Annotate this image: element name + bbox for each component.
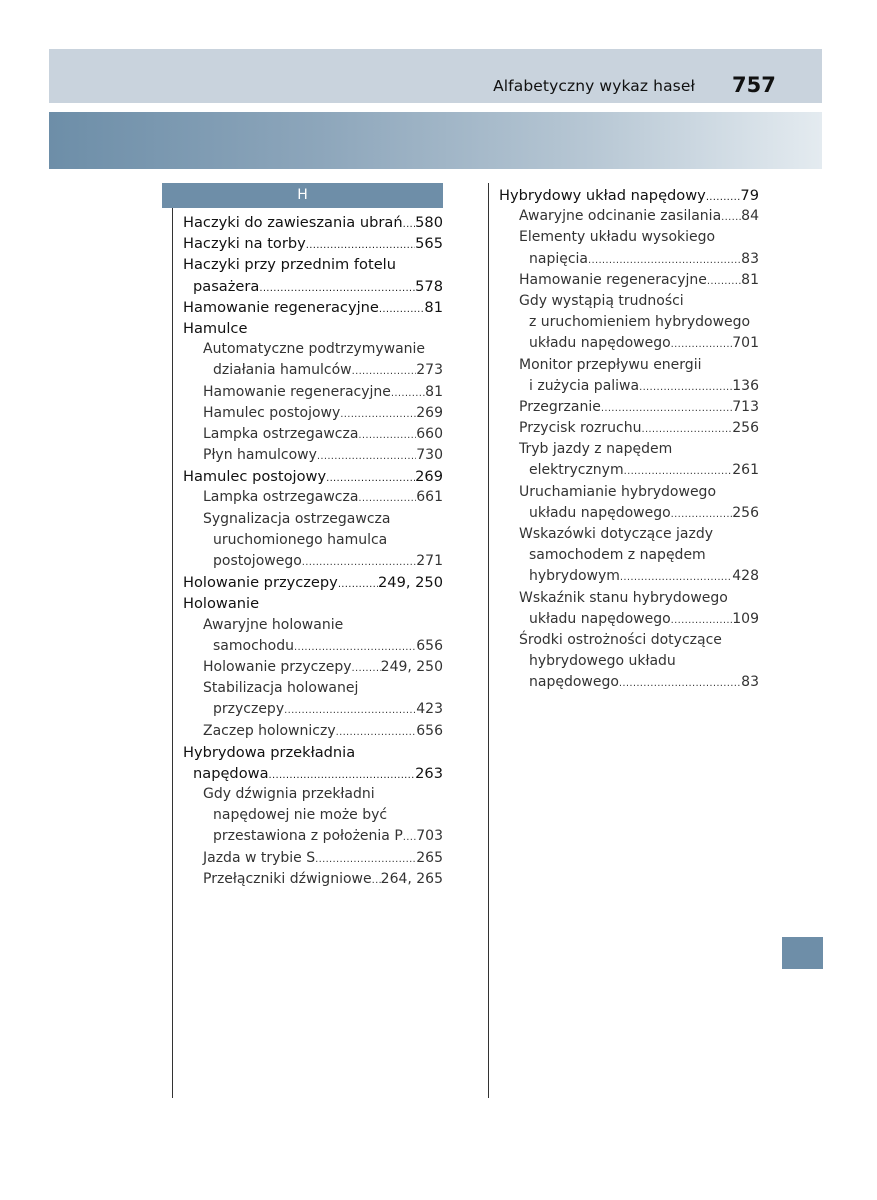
section-letter-bar: H (162, 183, 443, 208)
entry-text: układu napędowego (529, 610, 671, 627)
index-subentry (183, 530, 443, 551)
page-ref: 256 (732, 420, 759, 437)
page-ref: 713 (732, 398, 759, 415)
index-subentry (499, 566, 759, 587)
entry-text: działania hamulców (213, 362, 352, 379)
index-subentry (183, 424, 443, 445)
page-ref: 269 (416, 404, 443, 421)
index-subentry (183, 784, 443, 805)
entry-text: Holowanie przyczepy (183, 574, 338, 592)
entry-text: Haczyki do zawieszania ubrań (183, 214, 403, 231)
entry-text: Hamowanie regeneracyjne (519, 271, 707, 288)
index-subentry (499, 333, 759, 354)
page-ref: 271 (416, 553, 443, 569)
index-subentry (183, 382, 443, 403)
entry-text: z uruchomieniem hybrydowego (529, 314, 751, 331)
entry-text: Holowanie (183, 595, 260, 613)
index-column-left (183, 212, 443, 890)
index-column-right (499, 185, 759, 694)
index-entry (183, 763, 443, 784)
entry-text: Hamulec postojowy (203, 404, 341, 421)
index-subentry (183, 551, 443, 572)
entry-text: Sygnalizacja ostrzegawcza (203, 510, 391, 527)
entry-text: Gdy wystąpią trudności (519, 292, 684, 309)
leader-dots (391, 383, 425, 404)
index-subentry (499, 588, 759, 609)
entry-text: pasażera (193, 277, 260, 295)
entry-text: Hamulec postojowy (183, 468, 327, 486)
index-subentry (183, 721, 443, 742)
index-subentry (499, 376, 759, 397)
leader-dots (588, 250, 741, 271)
index-entry (499, 185, 759, 206)
page-ref: 423 (416, 701, 443, 718)
entry-text: Hamowanie regeneracyjne (183, 298, 379, 316)
page-ref: 136 (732, 377, 759, 394)
leader-dots (641, 419, 732, 440)
page-ref: 660 (416, 425, 443, 442)
index-subentry (183, 487, 443, 508)
entry-text: Płyn hamulcowy (203, 447, 317, 464)
index-subentry (183, 678, 443, 699)
page-ref: 264, 265 (380, 870, 443, 887)
entry-text: Awaryjne holowanie (203, 616, 344, 633)
leader-dots (259, 278, 415, 299)
leader-dots (352, 658, 381, 679)
page-ref: 81 (424, 298, 443, 316)
entry-text: samochodu (213, 637, 294, 654)
leader-dots (294, 637, 416, 658)
entry-text: Wskazówki dotyczące jazdy (519, 526, 713, 542)
entry-text: Przycisk rozruchu (519, 420, 642, 437)
entry-text: Haczyki przy przednim fotelu (183, 256, 396, 274)
index-subentry (499, 291, 759, 312)
page-ref: 730 (416, 447, 443, 464)
entry-text: przestawiona z położenia P (213, 828, 403, 845)
index-subentry (183, 445, 443, 466)
page-ref: 83 (741, 674, 759, 691)
page-ref: 269 (415, 468, 443, 486)
leader-dots (306, 235, 415, 256)
index-subentry (183, 805, 443, 826)
entry-text: Przełączniki dźwigniowe (203, 870, 372, 887)
index-subentry (499, 439, 759, 460)
leader-dots (336, 722, 417, 743)
header-title: Alfabetyczny wykaz haseł (493, 77, 695, 95)
entry-text: napięcia (529, 250, 589, 267)
page-ref: 249, 250 (380, 658, 443, 675)
leader-dots (302, 552, 416, 573)
leader-dots (639, 377, 732, 398)
index-entry (183, 466, 443, 487)
page-ref: 83 (741, 250, 759, 267)
leader-dots (707, 271, 741, 292)
entry-text: układu napędowego (529, 335, 671, 352)
index-subentry (499, 355, 759, 376)
index-subentry (499, 545, 759, 566)
index-subentry (499, 524, 759, 545)
entry-text: Gdy dźwignia przekładni (203, 786, 375, 803)
page-number: 757 (732, 73, 776, 97)
index-subentry (183, 360, 443, 381)
index-subentry (499, 418, 759, 439)
index-subentry (183, 826, 443, 847)
index-entry (183, 318, 443, 339)
entry-text: Elementy układu wysokiego (519, 229, 716, 246)
index-entry (183, 276, 443, 297)
leader-dots (403, 827, 417, 848)
index-entry (183, 593, 443, 614)
page-ref: 263 (415, 764, 443, 782)
entry-text: Uruchamianie hybrydowego (519, 483, 717, 500)
entry-text: przyczepy (213, 701, 285, 718)
leader-dots (352, 361, 417, 382)
entry-text: Haczyki na torby (183, 235, 306, 253)
leader-dots (671, 334, 733, 355)
page-ref: 265 (416, 849, 443, 866)
entry-text: Hybrydowa przekładnia (183, 743, 356, 761)
leader-dots (403, 214, 416, 235)
index-subentry (499, 249, 759, 270)
index-entry (183, 254, 443, 275)
middle-column-rule (488, 183, 489, 1098)
page-ref: 273 (416, 362, 443, 379)
leader-dots (601, 398, 732, 419)
entry-text: napędowej nie może być (213, 807, 388, 824)
entry-text: Hamowanie regeneracyjne (203, 383, 391, 400)
page-ref: 565 (415, 235, 443, 253)
entry-text: Wskaźnik stanu hybrydowego (519, 589, 728, 606)
entry-text: samochodem z napędem (529, 547, 706, 564)
page-ref: 84 (741, 208, 759, 225)
header-band (49, 49, 822, 103)
left-column-rule (172, 208, 173, 1098)
index-subentry (499, 460, 759, 481)
index-entry (183, 233, 443, 254)
leader-dots (624, 461, 733, 482)
leader-dots (706, 187, 741, 208)
leader-dots (340, 404, 416, 425)
index-entry (183, 297, 443, 318)
page-ref: 701 (732, 335, 759, 352)
page-ref: 109 (732, 610, 759, 627)
index-subentry (183, 636, 443, 657)
entry-text: elektrycznym (529, 462, 624, 479)
index-subentry (499, 672, 759, 693)
page-ref: 656 (416, 722, 443, 739)
entry-text: Monitor przepływu energii (519, 356, 702, 373)
index-subentry (499, 397, 759, 418)
index-subentry (183, 403, 443, 424)
entry-text: Lampka ostrzegawcza (203, 425, 359, 442)
entry-text: Tryb jazdy z napędem (519, 441, 673, 458)
index-subentry (499, 312, 759, 333)
entry-text: Jazda w trybie S (203, 849, 316, 866)
entry-text: napędowego (529, 674, 619, 691)
leader-dots (338, 574, 378, 595)
index-entry (183, 212, 443, 233)
index-subentry (183, 657, 443, 678)
leader-dots (317, 446, 416, 467)
leader-dots (358, 488, 416, 509)
page-ref: 578 (415, 277, 443, 295)
leader-dots (721, 207, 741, 228)
index-subentry (183, 699, 443, 720)
page-ref: 656 (416, 637, 443, 654)
page-ref: 428 (732, 568, 759, 585)
entry-text: postojowego (213, 553, 302, 569)
index-subentry (499, 227, 759, 248)
leader-dots (326, 468, 415, 489)
entry-text: Zaczep holowniczy (203, 722, 336, 739)
page-ref: 256 (732, 504, 759, 521)
gradient-band (49, 112, 822, 169)
leader-dots (284, 700, 416, 721)
index-subentry (499, 503, 759, 524)
entry-text: Środki ostrożności dotyczące (519, 631, 722, 648)
entry-text: Hybrydowy układ napędowy (499, 187, 706, 204)
entry-text: Hamulce (183, 319, 248, 337)
leader-dots (671, 504, 733, 525)
index-subentry (499, 270, 759, 291)
leader-dots (379, 299, 425, 320)
entry-text: uruchomionego hamulca (213, 531, 388, 548)
index-subentry (499, 630, 759, 651)
page-ref: 580 (415, 214, 443, 231)
leader-dots (358, 425, 416, 446)
leader-dots (620, 567, 732, 588)
entry-text: Holowanie przyczepy (203, 658, 352, 675)
entry-text: hybrydowego układu (529, 653, 676, 670)
entry-text: Awaryjne odcinanie zasilania (519, 208, 722, 225)
index-subentry (499, 482, 759, 503)
page-ref: 79 (740, 187, 759, 204)
page-ref: 703 (416, 828, 443, 845)
entry-text: Automatyczne podtrzymywanie (203, 341, 426, 358)
index-subentry (499, 206, 759, 227)
page-ref: 81 (425, 383, 443, 400)
chapter-tab (782, 937, 823, 969)
page-ref: 661 (416, 489, 443, 506)
entry-text: hybrydowym (529, 568, 620, 585)
index-subentry (183, 869, 443, 890)
leader-dots (671, 610, 733, 631)
index-subentry (183, 615, 443, 636)
index-subentry (499, 651, 759, 672)
entry-text: układu napędowego (529, 504, 671, 521)
entry-text: napędowa (193, 764, 269, 782)
entry-text: Lampka ostrzegawcza (203, 489, 359, 506)
entry-text: Przegrzanie (519, 398, 601, 415)
leader-dots (315, 849, 416, 870)
index-entry (183, 742, 443, 763)
leader-dots (619, 673, 741, 694)
entry-text: i zużycia paliwa (529, 377, 640, 394)
index-subentry (183, 848, 443, 869)
index-entry (183, 572, 443, 593)
page-ref: 81 (741, 271, 759, 288)
index-subentry (499, 609, 759, 630)
index-subentry (183, 339, 443, 360)
page-ref: 261 (732, 462, 759, 479)
index-subentry (183, 509, 443, 530)
entry-text: Stabilizacja holowanej (203, 680, 359, 697)
leader-dots (372, 870, 381, 891)
leader-dots (269, 765, 416, 786)
page-ref: 249, 250 (378, 574, 443, 592)
